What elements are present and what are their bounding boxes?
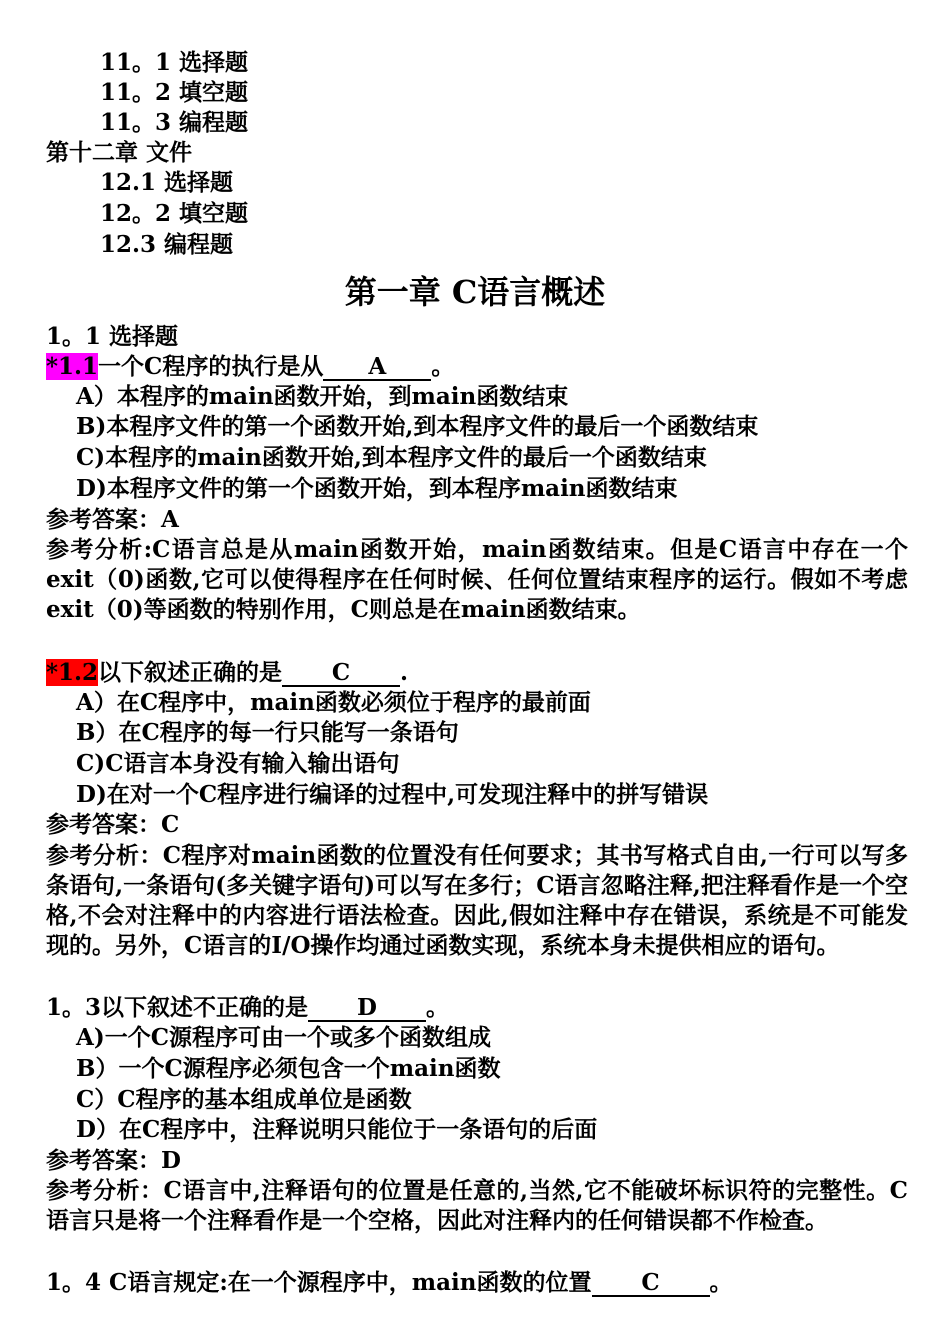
reference-answer: 参考答案：C [46,811,180,838]
option-b: B)本程序文件的第一个函数开始,到本程序文件的最后一个函数结束 [76,413,759,440]
option-c: C)本程序的main函数开始,到本程序文件的最后一个函数结束 [76,444,707,471]
answer-blank: D [308,996,426,1022]
answer-blank: A [323,355,431,381]
toc-item: 11。1 选择题 [100,49,249,76]
toc-item: 12.3 编程题 [100,231,234,258]
option-a: A）本程序的main函数开始，到main函数结束 [76,383,569,410]
question-4 [46,1268,733,1298]
reference-analysis: 参考分析:C语言总是从main函数开始，main函数结束。但是C语言中存在一个exit（0)函数,它可以使得程序在任何时候、任何位置结束程序的运行。假如不考虑exit（0)等函数的特别作用，C则总是在main函数结束。 [46,536,908,623]
option-d: D)在对一个C程序进行编译的过程中,可发现注释中的拼写错误 [76,781,709,808]
section-heading: 1。1 选择题 [46,323,179,350]
toc-item: 11。2 填空题 [100,79,249,106]
question-stem: 1。3以下叙述不正确的是 [46,994,309,1021]
toc-chapter: 第十二章 文件 [46,139,193,166]
question-end: 。 [709,1269,733,1296]
option-d: D)本程序文件的第一个函数开始，到本程序main函数结束 [76,475,678,502]
answer-blank: C [282,661,400,687]
question-stem: 一个C程序的执行是从 [98,353,324,380]
option-b: B）一个C源程序必须包含一个main函数 [76,1055,501,1082]
chapter-title: 第一章 C语言概述 [344,273,606,311]
reference-answer: 参考答案：D [46,1147,181,1174]
toc-item: 12。2 填空题 [100,200,249,227]
question-2 [46,658,408,688]
question-1 [46,352,454,382]
question-number-highlight: *1.1 [46,353,99,380]
option-a: A）在C程序中，main函数必须位于程序的最前面 [76,689,591,716]
question-end: . [400,659,409,686]
option-b: B）在C程序的每一行只能写一条语句 [76,719,459,746]
toc-item: 11。3 编程题 [100,109,249,136]
answer-blank: C [592,1271,710,1297]
toc-item: 12.1 选择题 [100,169,234,196]
question-3 [46,993,449,1023]
option-c: C）C程序的基本组成单位是函数 [76,1086,412,1113]
reference-analysis: 参考分析：C程序对main函数的位置没有任何要求；其书写格式自由,一行可以写多条语句,一条语句(多关键字语句)可以写在多行；C语言忽略注释,把注释看作是一个空格,不会对注释中的内容进行语法检查。因此,假如注释中存在错误，系统是不可能发现的。另外，C语言的I/O操作均通过函数实现，系统本身未提供相应的语句。 [46,842,908,959]
reference-answer: 参考答案：A [46,506,179,533]
question-stem: 以下叙述正确的是 [98,659,283,686]
question-end: 。 [426,994,450,1021]
question-number-highlight: *1.2 [46,659,99,686]
option-d: D）在C程序中，注释说明只能位于一条语句的后面 [76,1116,598,1143]
option-a: A)一个C源程序可由一个或多个函数组成 [76,1024,492,1051]
question-stem: 1。4 C语言规定:在一个源程序中，main函数的位置 [46,1269,592,1296]
reference-analysis: 参考分析：C语言中,注释语句的位置是任意的,当然,它不能破坏标识符的完整性。C语言只是将一个注释看作是一个空格，因此对注释内的任何错误都不作检查。 [46,1177,908,1234]
question-end: 。 [431,353,455,380]
option-c: C)C语言本身没有输入输出语句 [76,750,400,777]
